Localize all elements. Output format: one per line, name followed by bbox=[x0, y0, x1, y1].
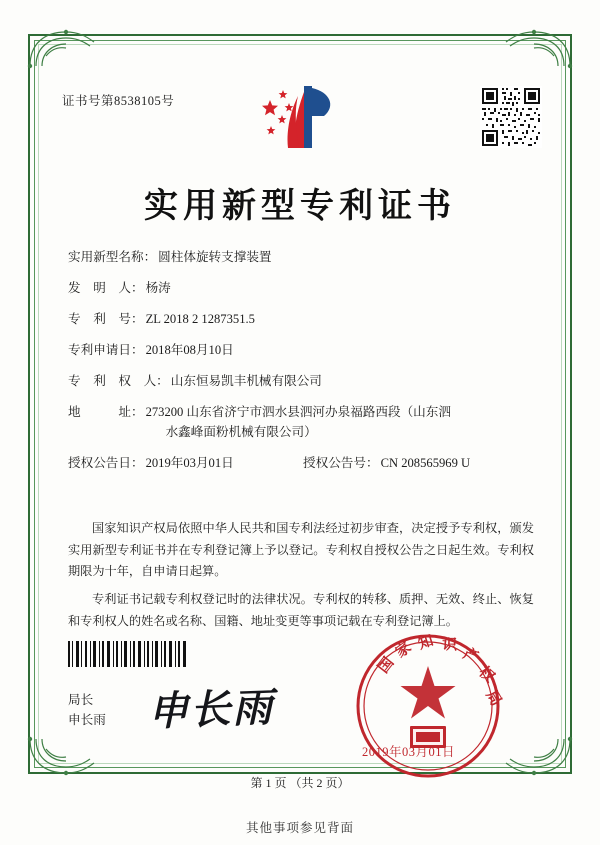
field-label: 专 利 号： bbox=[68, 312, 144, 327]
field-value-continuation: 水鑫峰面粉机械有限公司） bbox=[165, 424, 317, 439]
field-row-address bbox=[68, 403, 538, 442]
field-list bbox=[68, 248, 538, 485]
grant-number-group bbox=[303, 454, 538, 474]
paragraph-1: 国家知识产权局依照中华人民共和国专利法经过初步审查，决定授予专利权，颁发实用新型专利证书并在专利登记簿上予以登记。专利权自授权公告之日起生效。专利权期限为十年，自申请日起算。 bbox=[68, 521, 534, 579]
cnipa-logo-icon bbox=[252, 82, 348, 152]
svg-text:产: 产 bbox=[460, 645, 481, 667]
field-label: 地 址： bbox=[68, 405, 144, 420]
director-signature: 申长雨 bbox=[147, 684, 275, 735]
field-row-application-date bbox=[68, 341, 538, 361]
field-label: 授权公告号： bbox=[303, 455, 379, 470]
director-title-label: 局长 bbox=[68, 693, 94, 707]
field-row-utility-model-name bbox=[68, 248, 538, 268]
field-value: 圆柱体旋转支撑装置 bbox=[158, 250, 272, 264]
page-indicator: 第 1 页 （共 2 页） bbox=[250, 776, 350, 790]
director-title-block bbox=[68, 690, 106, 730]
footer-note: 其他事项参见背面 bbox=[245, 821, 354, 835]
svg-text:局: 局 bbox=[482, 688, 504, 710]
field-value: ZL 2018 2 1287351.5 bbox=[145, 312, 255, 327]
svg-text:识: 识 bbox=[441, 637, 458, 654]
field-label: 专利申请日： bbox=[68, 343, 144, 358]
body-text bbox=[68, 518, 534, 639]
field-value: CN 208565969 U bbox=[380, 455, 471, 470]
svg-text:家: 家 bbox=[392, 639, 415, 662]
page-title: 实用新型专利证书 bbox=[144, 188, 456, 225]
certificate-number: 证书号第8538105号 bbox=[62, 94, 175, 108]
grant-pair bbox=[68, 454, 538, 474]
paragraph-2: 专利证书记载专利权登记时的法律状况。专利权的转移、质押、无效、终止、恢复和专利权人的姓名或名称、国籍、地址变更等事项记载在专利登记簿上。 bbox=[68, 592, 534, 628]
field-value: 山东恒易凯丰机械有限公司 bbox=[170, 374, 322, 389]
field-row-patentee bbox=[68, 372, 538, 392]
corner-ornament-icon bbox=[500, 26, 574, 70]
field-value-wrapper bbox=[144, 403, 538, 442]
qr-code-icon bbox=[480, 86, 542, 148]
field-value: 杨涛 bbox=[145, 281, 171, 296]
field-label: 实用新型名称： bbox=[68, 250, 157, 264]
director-name-label: 申长雨 bbox=[68, 713, 106, 728]
svg-text:知: 知 bbox=[416, 632, 436, 653]
field-label: 发 明 人： bbox=[68, 281, 144, 296]
field-row-inventor bbox=[68, 279, 538, 299]
seal-date: 2019年03月01日 bbox=[362, 745, 456, 759]
field-label: 专 利 权 人： bbox=[68, 374, 169, 389]
field-row-patent-number bbox=[68, 310, 538, 330]
field-row-grant-announcement bbox=[68, 454, 538, 474]
corner-ornament-icon bbox=[500, 735, 574, 779]
corner-ornament-icon bbox=[26, 26, 100, 70]
corner-ornament-icon bbox=[26, 735, 100, 779]
field-value: 2018年08月10日 bbox=[145, 343, 234, 358]
field-value: 273200 山东省济宁市泗水县泗河办泉福路西段（山东泗 bbox=[145, 405, 451, 420]
barcode-icon bbox=[68, 641, 186, 667]
field-label: 授权公告日： bbox=[68, 455, 144, 470]
grant-date-group bbox=[68, 454, 303, 474]
svg-text:国: 国 bbox=[375, 654, 398, 677]
field-value: 2019年03月01日 bbox=[145, 455, 234, 470]
svg-text:权: 权 bbox=[475, 664, 498, 687]
